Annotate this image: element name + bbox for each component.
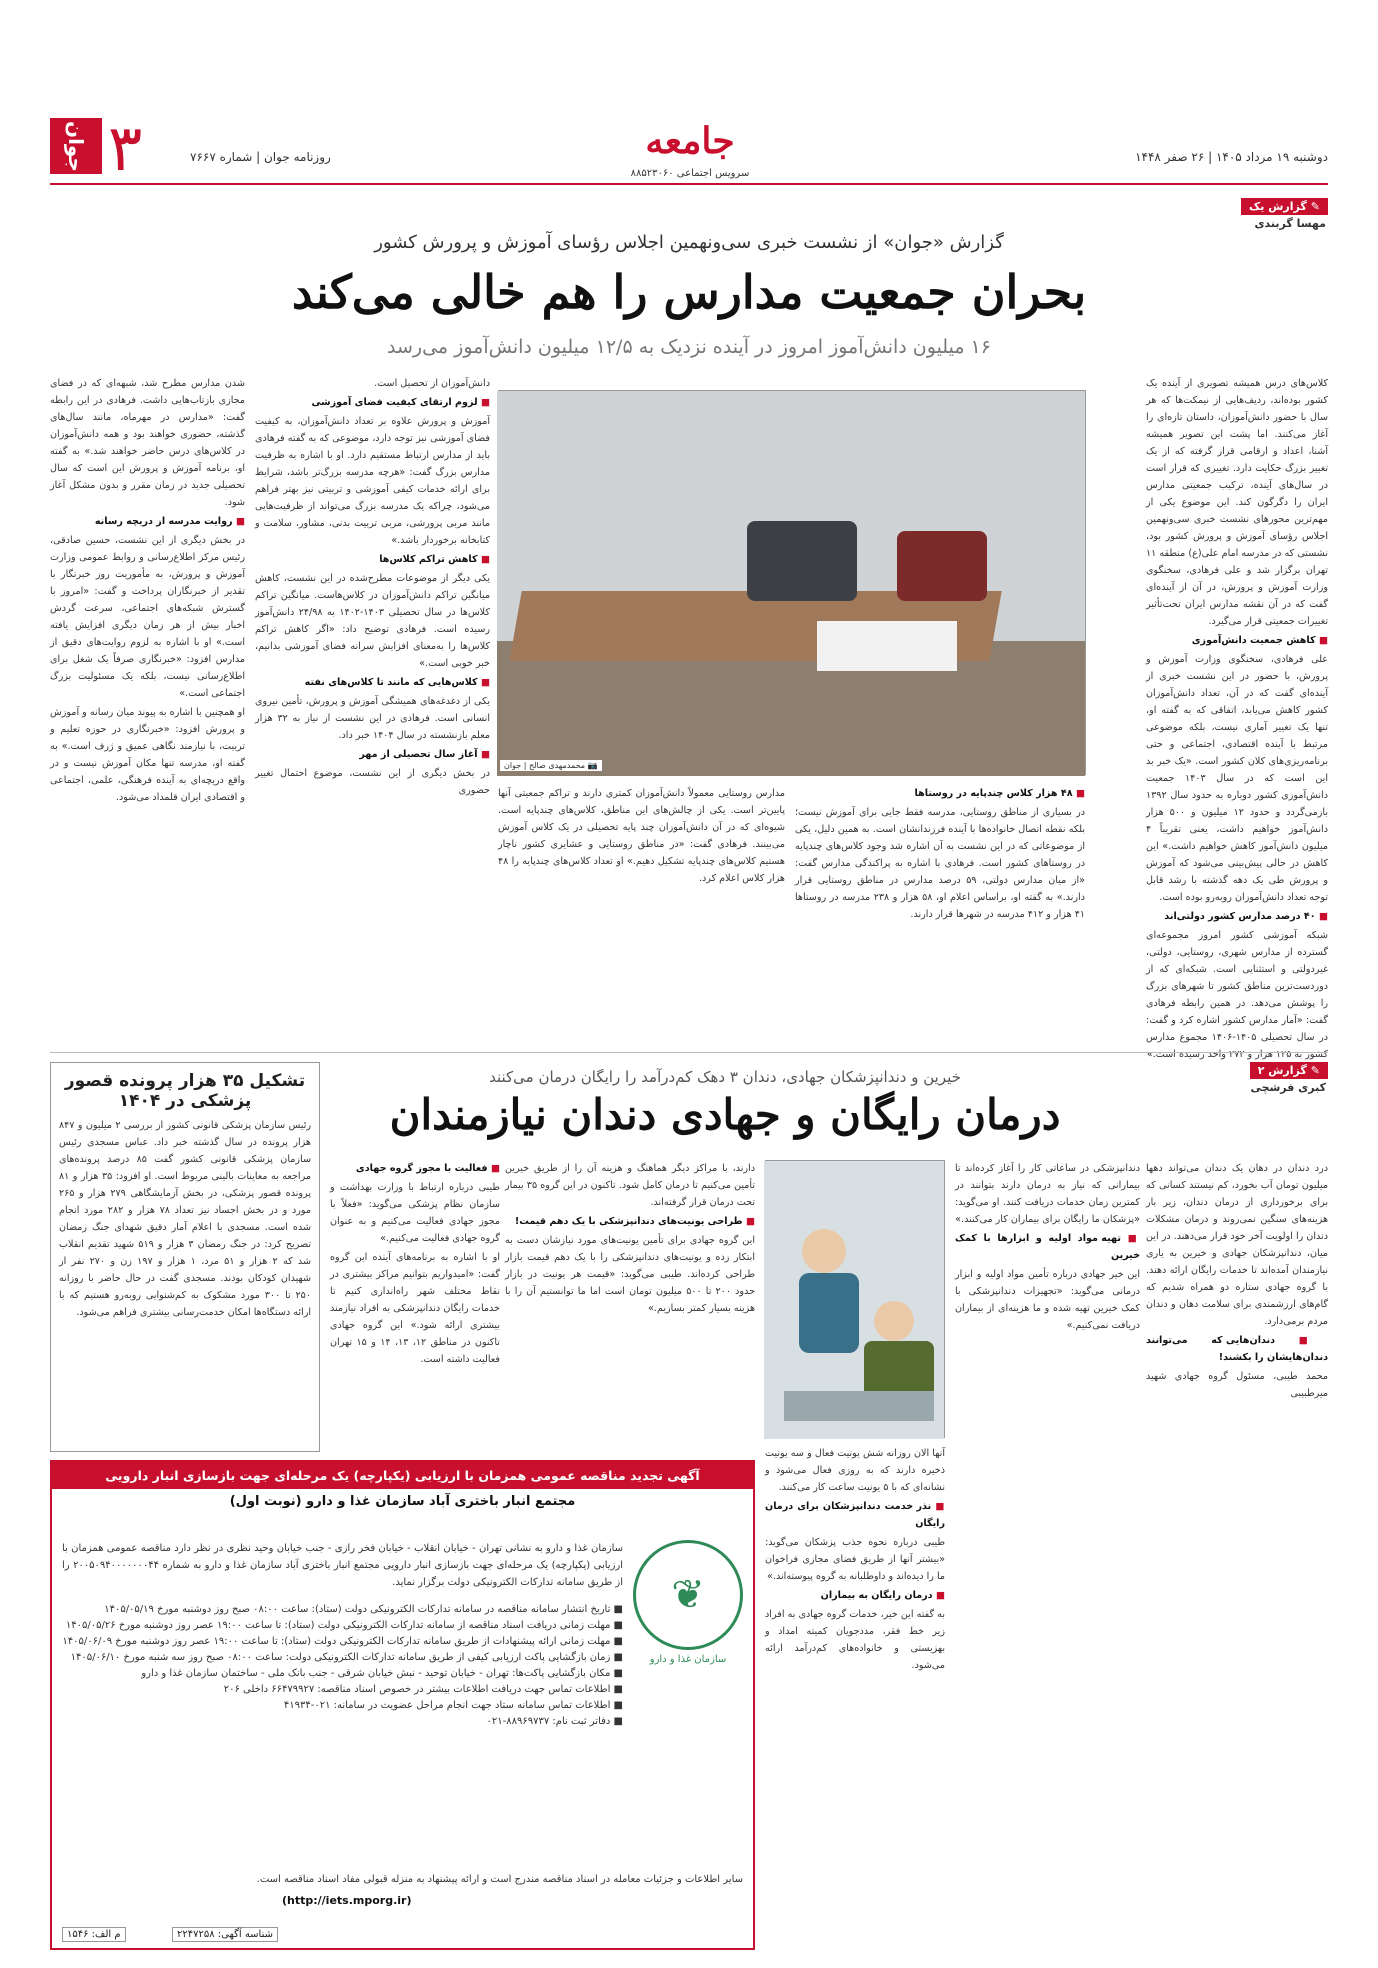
story1-col-right <box>1146 375 1328 1060</box>
story1-col-left <box>50 375 245 1045</box>
subheading: ■ طراحی یونیت‌های دندانپزشکی با یک دهم قیمت! <box>505 1213 755 1230</box>
story3-box <box>50 1062 320 1452</box>
subheading-block <box>1146 908 1328 925</box>
paragraph: شدن مدارس مطرح شد، شبهه‌ای که در فضای مجازی بازتاب‌هایی داشت. فرهادی در این رابطه گفت: «مدارس در مهرماه، مانند سال‌های گذشته، حضوری خواهند بود و همه دانش‌آموزان در کلاس‌های درس حاضر خواهند شد.» به گفته او، برنامه آموزش و پرورش این است که سال تحصیلی جدید در زمان مقرر و بدون مشکل آغاز شود. <box>50 378 245 508</box>
dentist-photo-illustration <box>764 1161 944 1439</box>
subheading-block <box>255 394 490 411</box>
story1-col-left-mid-top <box>255 375 491 796</box>
newspaper-logo: جوان <box>50 118 102 174</box>
subheading: ■ آغاز سال تحصیلی از مهر <box>255 746 490 763</box>
subheading: ■ دندان‌هایی که می‌توانند دندان‌هایشان را بکشند! <box>1146 1332 1328 1366</box>
ad-item: ■ مهلت زمانی دریافت اسناد مناقصه از سامانه تدارکات الکترونیکی دولت (ستاد): تا ساعت ۱۹:۰۰ عصر روز دوشنبه مورخ ۱۴۰۵/۰۵/۲۶ <box>65 1620 623 1631</box>
paragraph: شبکه آموزشی کشور امروز مجموعه‌ای گسترده از مدارس شهری، روستایی، دولتی، غیردولتی و استثنایی است. شبکه‌ای که از دوردست‌ترین مناطق کشور تا شهرهای بزرگ را پوشش می‌دهد. در همین رابطه فرهادی گفت: «آمار مدارس کشور اشاره کرد و گفت: در سال تحصیلی ۱۴۰۵-۱۴۰۶ مجموع مدارس کشور به ۱۲۵ هزار و ۲۷۲ واحد رسیده است.» <box>1146 930 1328 1060</box>
subheading: ■ فعالیت با مجوز گروه جهادی <box>330 1160 500 1177</box>
story2-tag <box>1250 1062 1328 1079</box>
story2-headline: درمان رایگان و جهادی دندان نیازمندان <box>389 1090 1061 1139</box>
photo-credit: محمدمهدی صالح | جوان <box>504 761 586 770</box>
story1-photo-caption <box>500 760 602 771</box>
tender-ad <box>50 1460 755 1950</box>
story2-col-right <box>1146 1160 1328 1950</box>
ad-item: ■ مکان بازگشایی پاکت‌ها: تهران - خیابان توحید - نبش خیابان شرقی - جنب بانک ملی - ساختمان سازمان غذا و دارو <box>141 1668 623 1679</box>
subheading: ■ کاهش جمعیت دانش‌آموزی <box>1146 632 1328 649</box>
ad-item: ■ دفاتر ثبت نام: ۸۸۹۶۹۷۳۷-۰۲۱ <box>486 1716 623 1727</box>
paragraph: محمد طیبی، مسئول گروه جهادی شهید میرطبیبی <box>1146 1371 1328 1399</box>
paragraph: مدارس روستایی معمولاً دانش‌آموزان کمتری دارند و تراکم جمعیتی آنها پایین‌تر است. یکی از چالش‌های این مناطق، کلاس‌های چندپایه است. شیوه‌ای که در آن دانش‌آموزان چند پایه تحصیلی در یک کلاس آموزش می‌بینند. فرهادی گفت: «در مناطق روستایی و عشایری کشور ناچار هستیم کلاس‌های چندپایه تشکیل دهیم.» او تعداد کلاس‌های چندپایه را ۴۸ هزار کلاس اعلام کرد. <box>498 788 785 884</box>
paragraph: در بسیاری از مناطق روستایی، مدرسه فقط جایی برای آموزش نیست؛ بلکه نقطه اتصال خانواده‌ها با آینده فرزندانشان است. به همین دلیل، یکی از موضوعاتی که در این نشست به آن اشاره شد وجود کلاس‌های چندپایه در روستاهای کشور است. فرهادی با اشاره به پراکندگی مدارس گفت: «از میان مدارس دولتی، ۵۹ درصد مدارس در مناطق روستایی قرار دارند.» به گفته او، براساس اعلام او، ۵۸ هزار و ۲۳۸ مدرسه در روستاها ۴۱ هزار و ۴۱۲ مدرسه در شهرها قرار دارند. <box>795 807 1085 920</box>
subheading: ■ تهیه مواد اولیه و ابزارها با کمک خیرین <box>955 1230 1140 1264</box>
story2-col-photo-text <box>505 1160 755 1450</box>
story1-author: مهسا گربندی <box>1254 217 1326 230</box>
paragraph: دندانپزشکی در ساعاتی کار را آغاز کرده‌اند تا بیمارانی که نیاز به درمان دارند بتوانند در کمترین زمان خدمات دریافت کنند. او می‌گوید: «پزشکان ما رایگان برای بیماران کار می‌کنند.» <box>955 1163 1140 1225</box>
story2-tag-label: گزارش ۲ <box>1257 1064 1307 1077</box>
ad-item: ■ زمان بازگشایی پاکت ارزیابی کیفی از طریق سامانه تدارکات الکترونیکی دولت: ساعت ۰۸:۰۰ صبح روز سه شنبه مورخ ۱۴۰۵/۰۶/۱۰ <box>70 1652 623 1663</box>
subheading-block <box>50 513 245 530</box>
subheading-block <box>330 1160 500 1177</box>
ad-items <box>62 1602 623 1730</box>
story1-photo <box>498 390 1086 775</box>
paragraph: در بخش دیگری از این نشست، حسین صادقی، رئیس مرکز اطلاع‌رسانی و روابط عمومی وزارت آموزش و پرورش، به مأموریت روز خبرنگار با تقدیر از خبرنگاران پرداخت و گفت: «امروز با گسترش شبکه‌های اجتماعی، سرعت گردش اخبار بیش از هر زمان دیگری افزایش یافته است.» او با اشاره به لزوم روایت‌های دقیق از مدارس افزود: «خبرنگاری صرفاً یک شغل برای اطلاع‌رسانی نیست، بلکه یک مسئولیت بزرگ اجتماعی است.» <box>50 535 245 699</box>
subheading-block <box>255 674 490 691</box>
fda-logo <box>633 1540 743 1650</box>
paragraph: او با اشاره به برنامه‌های آینده این گروه گفت: «امیدواریم بتوانیم مراکز بیشتری در نقاط مختلف شهر راه‌اندازی کنیم تا خدمات رایگان دندانپزشکی به افراد نیازمند بیشتری ارائه شود.» این گروه جهادی تاکنون در مناطق ۱۲، ۱۳، ۱۴ و ۱۵ تهران فعالیت داشته است. <box>330 1252 500 1365</box>
page-number: ۳ <box>108 112 143 186</box>
subheading-block <box>765 1587 945 1604</box>
subheading: ■ ۴۰ درصد مدارس کشور دولتی‌اند <box>1146 908 1328 925</box>
subheading-block <box>765 1498 945 1532</box>
ad-website-link[interactable]: (http://iets.mporg.ir) <box>282 1894 412 1907</box>
ad-code-left: م الف: ۱۵۴۶ <box>62 1927 126 1942</box>
subheading: ■ نذر خدمت دندانپزشکان برای درمان رایگان <box>765 1498 945 1532</box>
story1-tag <box>1241 198 1328 215</box>
service-info: سرویس اجتماعی ۸۸۵۲۳۰۶۰ <box>630 168 750 179</box>
ad-item: ■ تاریخ انتشار سامانه مناقصه در سامانه تدارکات الکترونیکی دولت (ستاد): ساعت ۰۸:۰۰ صبح روز دوشنبه مورخ ۱۴۰۵/۰۵/۱۹ <box>104 1604 623 1615</box>
subheading-block <box>505 1213 755 1230</box>
paragraph: یکی از دغدغه‌های همیشگی آموزش و پرورش، تأمین نیروی انسانی است. فرهادی در این نشست از نیاز به ۳۲ هزار معلم بازنشسته در سال ۱۴۰۴ خبر داد. <box>255 696 491 741</box>
story2-kicker: خیرین و دندانپزشکان جهادی، دندان ۳ دهک کم‌درآمد را رایگان درمان می‌کنند <box>489 1068 961 1086</box>
story3-headline: تشکیل ۳۵ هزار پرونده قصور پزشکی در ۱۴۰۴ <box>64 1071 306 1111</box>
paragraph: درد دندان در دهان یک دندان می‌تواند دهها میلیون تومان آب بخورد، کم نیستند کسانی که برای برخورداری از درمان دندان، زیر بار هزینه‌های سنگین نمی‌روند و درمان مشکلات دندان را اولویت آخر خود قرار می‌دهند. در این میان، دندانپزشکان جهادی و خیرین به یاری نیازمندان آمده‌اند تا خدمات رایگان ارائه دهند. با گروه جهادی ستاره دو همراه شدیم که گام‌های ارزشمندی برای سلامت دهان و دندان مردم برمی‌دارد. <box>1146 1163 1328 1327</box>
paragraph: کلاس‌های درس همیشه تصویری از آینده یک کشور بوده‌اند، ردیف‌هایی از نیمکت‌ها که هر سال با حضور دانش‌آموزان، داستان تازه‌ای را آغاز می‌کنند. اما پشت این تصویر همیشه آشنا، اعداد و ارقامی قرار گرفته که از یک تغییر بزرگ حکایت دارد. تغییری که قرار است در سال‌های آینده، ترکیب جمعیتی مدارس ایران را دگرگون کند. این موضوع یکی از مهم‌ترین محورهای نشست خبری سی‌ونهمین اجلاس رؤسای آموزش و پرورش کشور بود، نشستی که در مدرسه امام علی(ع) منطقه ۱۱ تهران برگزار شد و علی فرهادی، سخنگوی وزارت آموزش و پرورش، در آن از آینده‌ای گفت که در آن نقشه مدارس ایران تحت‌تأثیر تغییرات جمعیتی قرار می‌گیرد. <box>1146 378 1328 627</box>
ad-subtitle: مجتمع انبار باختری آباد سازمان غذا و دارو (نوبت اول) <box>229 1494 576 1509</box>
subheading: ■ کلاس‌هایی که مانند تا کلاس‌های نفته <box>255 674 490 691</box>
paragraph: این خیر جهادی درباره تأمین مواد اولیه و ابزار درمانی می‌گوید: «تجهیزات دندانپزشکی با کمک خیرین تهیه شده و ما هزینه‌ای از بیماران دریافت نمی‌کنیم.» <box>955 1269 1140 1331</box>
story1-col-mid-left <box>498 785 785 1045</box>
subheading: ■ کاهش تراکم کلاس‌ها <box>255 551 490 568</box>
paragraph: او همچنین با اشاره به پیوند میان رسانه و آموزش و پرورش افزود: «خبرنگاری در حوزه تعلیم و تربیت، با نیازمند نگاهی عمیق و ژرف است.» به گفته او، مدرسه تنها مکان آموزش نیست و در واقع دریچه‌ای به آینده فرهنگی، علمی، اجتماعی و اقتصادی ایران قلمداد می‌شود. <box>50 707 245 803</box>
subheading-block <box>255 551 490 568</box>
classroom-photo-illustration <box>497 391 1085 776</box>
report-icon: ✎ <box>1310 1064 1320 1077</box>
subheading-block <box>1146 632 1328 649</box>
ad-intro: سازمان غذا و دارو به نشانی تهران - خیابان انقلاب - خیابان فخر رازی - جنب خیابان وحید نظری در نظر دارد مناقصه عمومی همزمان با ارزیابی (یکپارچه) یک مرحله‌ای جهت بازسازی انبار دارویی مجتمع انبار باختری آباد سازمان غذا و دارو به شماره ۲۰۰۵۰۹۴۰۰۰۰۰۰۰۴۴ را از طریق سامانه تدارکات الکترونیکی دولت برگزار نماید. <box>62 1543 623 1588</box>
ad-footer: سایر اطلاعات و جزئیات معامله در اسناد مناقصه مندرج است و ارائه پیشنهاد به منزله قبولی مفاد اسناد مناقصه است. <box>256 1874 743 1885</box>
ad-code-right: شناسه آگهی: ۲۲۴۷۲۵۸ <box>172 1927 278 1942</box>
fda-logo-label: سازمان غذا و دارو <box>649 1654 727 1665</box>
story3-body: رئیس سازمان پزشکی قانونی کشور از بررسی ۲ میلیون و ۸۴۷ هزار پرونده در سال گذشته خبر داد. عباس مسجدی رئیس سازمان پزشکی قانونی کشور گفت ۸۵ درصد پرونده‌های مراجعه به معاینات بالینی مربوط است. او افزود: ۳۵ هزار و ۸۱ پرونده قصور پزشکی، در بخش آزمایشگاهی ۲۷۹ هزار و ۲۶۵ مورد و در بخش اجساد نیز تعداد ۷۸ هزار و ۲۸۲ مورد انجام شده است. مسجدی با اعلام آمار دقیق شهدای جنگ رمضان تصریح کرد: در جنگ رمضان ۳ هزار و ۵۱۹ شهید تقدیم انقلاب شد که ۲ هزار و ۵۱ مرد، ۱ هزار و ۱۹۷ زن و ۲۷۰ نفر از شهیدان کودکان بودند. مسجدی گفت در حال حاضر با روزانه ۲۵۰ تا ۳۰۰ مورد مشکوک به کم‌شنوایی روبه‌رو هستیم که با ارائه دستگاه‌ها امکان خدمت‌رسانی بیشتری فراهم می‌شود. <box>59 1120 312 1318</box>
section-title: جامعه <box>645 120 735 162</box>
story1-kicker: گزارش «جوان» از نشست خبری سی‌ونهمین اجلاس رؤسای آموزش و پرورش کشور <box>374 232 1004 253</box>
paragraph: آنها الان روزانه شش یونیت فعال و سه یونیت ذخیره دارند که به روزی فعال می‌شود و نشانه‌ای که با ۵ یونیت ساعت کار می‌کنند. <box>765 1448 945 1493</box>
story2-photo <box>765 1160 945 1438</box>
paragraph: در بخش دیگری از این نشست، موضوع احتمال تغییر حضوری <box>255 768 490 796</box>
story2-col-mid <box>765 1445 945 1950</box>
paragraph: دانش‌آموزان از تحصیل است. <box>374 378 490 389</box>
paragraph: این گروه جهادی برای تأمین یونیت‌های مورد نیازشان دست به ابتکار زده و یونیت‌های دندانپزشکی را با یک دهم قیمت بازار طراحی کرده‌اند. طیبی می‌گوید: «قیمت هر یونیت در بازار حدود ۲۰۰ تا ۵۰۰ میلیون تومان است اما ما توانستیم آن را با هزینه بسیار کمتر بسازیم.» <box>505 1235 755 1314</box>
subheading-block <box>795 785 1085 802</box>
section-divider <box>50 1052 1328 1053</box>
fda-leaf-icon: ❦ <box>671 1572 705 1618</box>
subheading-block <box>1146 1332 1328 1366</box>
report-icon: ✎ <box>1310 200 1320 213</box>
ad-item: ■ اطلاعات تماس جهت دریافت اطلاعات بیشتر در خصوص اسناد مناقصه: ۶۶۴۷۹۹۲۷ داخلی ۲۰۶ <box>223 1684 623 1695</box>
subheading: ■ لزوم ارتقای کیفیت فضای آموزشی <box>255 394 490 411</box>
subheading: ■ درمان رایگان به بیماران <box>765 1587 945 1604</box>
ad-item: ■ اطلاعات تماس سامانه ستاد جهت انجام مراحل عضویت در سامانه: ۰۲۱-۴۱۹۳۴ <box>283 1700 623 1711</box>
story2-col-mid-right <box>955 1160 1140 1950</box>
story2-col-left <box>330 1160 500 1450</box>
story2-author: کبری فرشچی <box>1250 1081 1326 1094</box>
paragraph: علی فرهادی، سخنگوی وزارت آموزش و پرورش، با حضور در این نشست خبری از آینده‌ای گفت که در آن، تعداد دانش‌آموزان کشور کاهش می‌یابد، اتفاقی که به گفته او، تنها یک تغییر آماری نیست، بلکه موضوعی مرتبط با آینده اقتصادی، اجتماعی و حتی برنامه‌ریزی‌های کلان کشور است. «یک خبر بد این است که در سال ۱۴۰۳ جمعیت دانش‌آموزی کشور دوباره به حدود سال ۱۳۹۲ بازمی‌گردد و حدود ۱۲ میلیون و ۵۰۰ هزار دانش‌آموز خواهیم داشت، یعنی تقریباً ۴ میلیون دانش‌آموز کاهش خواهیم داشت.» این کاهش در حالی پیش‌بینی می‌شود که آموزش و پرورش طی یک دهه گذشته با رشد قابل توجه تعداد دانش‌آموزان روبه‌رو بوده است. <box>1146 654 1328 903</box>
paper-info: روزنامه جوان | شماره ۷۶۶۷ <box>190 150 331 164</box>
subheading-block <box>255 746 490 763</box>
story1-headline: بحران جمعیت مدارس را هم خالی می‌کند <box>291 265 1087 319</box>
ad-item: ■ مهلت زمانی ارائه پیشنهادات از طریق سامانه تدارکات الکترونیکی دولت (ستاد): تا ساعت ۱۹:۰۰ عصر روز دوشنبه مورخ ۱۴۰۵/۰۶/۰۹ <box>62 1636 623 1647</box>
paragraph: دارند، با مراکز دیگر هماهنگ و هزینه آن را از طریق خیرین تأمین می‌کنیم تا درمان کامل شود. تاکنون در این گروه ۳۵ بیمار تحت درمان قرار گرفته‌اند. <box>505 1163 756 1208</box>
subheading: ■ ۴۸ هزار کلاس چندپایه در روستاها <box>795 785 1085 802</box>
subheading-block <box>955 1230 1140 1264</box>
paragraph: به گفته این خیر، خدمات گروه جهادی به افراد زیر خط فقر، مددجویان کمیته امداد و بهزیستی و خانواده‌های کم‌درآمد ارائه می‌شود. <box>765 1609 945 1671</box>
paragraph: یکی دیگر از موضوعات مطرح‌شده در این نشست، کاهش میانگین تراکم دانش‌آموزان در کلاس‌هاست. میانگین تراکم کلاس‌ها در سال تحصیلی ۱۴۰۳-۱۴۰۲ به ۲۴/۹۸ دانش‌آموز رسیده است. فرهادی توضیح داد: «اگر کاهش تراکم کلاس‌ها را به‌معنای افزایش سرانه فضای آموزشی بدانیم، خبر خوبی است.» <box>255 573 490 669</box>
ad-title: آگهی تجدید مناقصه عمومی همزمان با ارزیابی (یکپارچه) یک مرحله‌ای جهت بازسازی انبار دارویی <box>52 1462 753 1489</box>
subheading: ■ روایت مدرسه از دریچه رسانه <box>50 513 245 530</box>
issue-date: دوشنبه ۱۹ مرداد ۱۴۰۵ | ۲۶ صفر ۱۴۴۸ <box>1135 150 1328 164</box>
paragraph: آموزش و پرورش علاوه بر تعداد دانش‌آموزان، به کیفیت فضای آموزشی نیز توجه دارد، موضوعی که به گفته فرهادی باید از مدارس ارتباط مستقیم دارد. او با اشاره به ظرفیت مدارس بزرگ گفت: «هرچه مدرسه بزرگ‌تر باشد، شرایط برای ارائه خدمات کیفی آموزشی و تربیتی نیز بهتر فراهم می‌شود، چراکه یک مدرسه بزرگ می‌تواند از ظرفیت‌هایی مانند مربی پرورشی، مربی تربیت بدنی، مشاور، سلامت و کتابخانه برخوردار باشد.» <box>255 416 490 546</box>
story1-col-mid-right <box>795 785 1085 1045</box>
story1-subhead: ۱۶ میلیون دانش‌آموز امروز در آینده نزدیک به ۱۲/۵ میلیون دانش‌آموز می‌رسد <box>387 336 991 358</box>
camera-icon: 📷 <box>587 761 598 770</box>
paragraph: طیبی درباره ارتباط با وزارت بهداشت و سازمان نظام پزشکی می‌گوید: «فعلاً با مجوز جهادی فعالیت می‌کنیم و به عنوان گروه جهادی فعالیت می‌کنیم.» <box>330 1182 500 1244</box>
story1-tag-label: گزارش یک <box>1249 200 1307 213</box>
paragraph: طیبی درباره نحوه جذب پزشکان می‌گوید: «بیشتر آنها از طریق فضای مجازی فراخوان ما را دیده‌اند و داوطلبانه به گروه پیوسته‌اند.» <box>765 1537 945 1582</box>
